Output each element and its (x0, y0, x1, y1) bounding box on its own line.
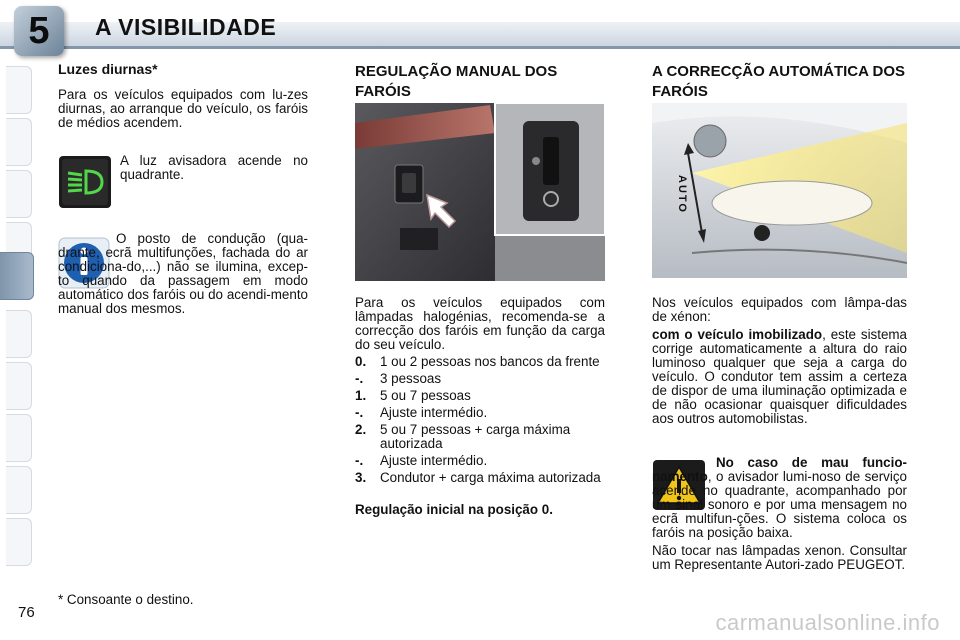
list-item: -. Ajuste intermédio. (355, 405, 488, 420)
chapter-tab-9[interactable] (6, 466, 32, 514)
info-note (58, 232, 308, 316)
footnote (58, 593, 308, 607)
chapter-tabs (0, 60, 32, 580)
chapter-number: 5 (28, 9, 50, 52)
malfunction-label: No caso de mau funcio-namento (652, 455, 907, 484)
left-column (58, 62, 308, 130)
xenon-bulb-warning: Não tocar nas lâmpadas xenon. Consultar um Representante Autori-zado PEUGEOT. (652, 543, 907, 572)
auto-correction-description (652, 328, 907, 426)
list-item: -. Ajuste intermédio. (355, 453, 488, 468)
chapter-badge[interactable] (14, 6, 64, 56)
chapter-tab-7[interactable] (6, 362, 32, 410)
load-positions-list (355, 355, 605, 485)
list-item: 2. 5 ou 7 pessoas + carga máxima autorizada (355, 422, 571, 451)
headlight-warning-icon (58, 155, 112, 209)
page-header (0, 0, 960, 56)
page-number: 76 (18, 604, 35, 621)
malfunction-note (652, 456, 907, 572)
chapter-tab-6[interactable] (6, 310, 32, 358)
middle-column (355, 296, 605, 517)
chapter-tab-1[interactable] (6, 66, 32, 114)
car-headlight-beam-photo (652, 103, 907, 278)
malfunction-text: No caso de mau funcio-namento, o avisador lumi-noso de serviço acende no quadrante, acompanhado por um sinal sonoro e por uma mensagem no ecrã multifun-ções. O sistema coloca os faróis na posição baixa. (652, 455, 907, 540)
list-item: 0. 1 ou 2 pessoas nos bancos da frente (355, 354, 600, 369)
right-column (652, 296, 907, 426)
stationary-vehicle-label: com o veículo imobilizado (652, 327, 823, 342)
xenon-intro: Nos veículos equipados com lâmpa-das de xénon: (652, 295, 907, 324)
footnote-text: * Consoante o destino. (58, 592, 194, 607)
chapter-tab-10[interactable] (6, 518, 32, 566)
middle-column-title (355, 62, 605, 102)
manual-adjustment-intro: Para os veículos equipados com lâmpadas halogénias, recomenda-se a correcção dos faróis em função da carga do seu veículo. (355, 295, 605, 352)
chapter-tab-8[interactable] (6, 414, 32, 462)
warning-light-text: A luz avisadora acende no quadrante. (120, 153, 308, 182)
list-item: 3. Condutor + carga máxima autorizada (355, 470, 601, 485)
header-line (0, 46, 960, 49)
section-title-auto-correction: A CORRECÇÃO AUTOMÁTICA DOS FARÓIS (652, 63, 906, 100)
auto-label: AUTO (676, 175, 688, 214)
right-column-title (652, 62, 907, 102)
section-title-daytime-lights: Luzes diurnas* (58, 61, 158, 77)
info-text: O posto de condução (qua-drante, ecrã multifunções, fachada do ar condiciona-do,...) não se ilumina, excep-to quando da passagem em modo automático dos faróis ou do acendi-mento manual dos mesmos. (58, 231, 308, 316)
watermark: carmanualsonline.info (715, 610, 940, 635)
section-title-manual-adjustment: REGULAÇÃO MANUAL DOS FARÓIS (355, 63, 558, 100)
daytime-lights-intro: Para os veículos equipados com lu-zes diurnas, ao arranque do veículo, os faróis de médios acendem. (58, 87, 308, 130)
page-title: A VISIBILIDADE (95, 14, 277, 40)
chapter-tab-3[interactable] (6, 170, 32, 218)
initial-adjustment-note: Regulação inicial na posição 0. (355, 502, 553, 517)
warning-light-note (120, 154, 308, 182)
chapter-tab-2[interactable] (6, 118, 32, 166)
dashboard-knob-photo (355, 103, 605, 281)
chapter-tab-5-active[interactable] (0, 252, 34, 300)
auto-correction-text: , este sistema corrige automaticamente a altura do raio luminoso qualquer que seja a carga do veículo. O condutor tem assim a certeza de dispor de uma iluminação optimizada e de não ocasionar quaisquer dificuldades aos outros automobilistas. (652, 327, 908, 426)
list-item: 1. 5 ou 7 pessoas (355, 388, 471, 403)
list-item: -. 3 pessoas (355, 371, 442, 386)
